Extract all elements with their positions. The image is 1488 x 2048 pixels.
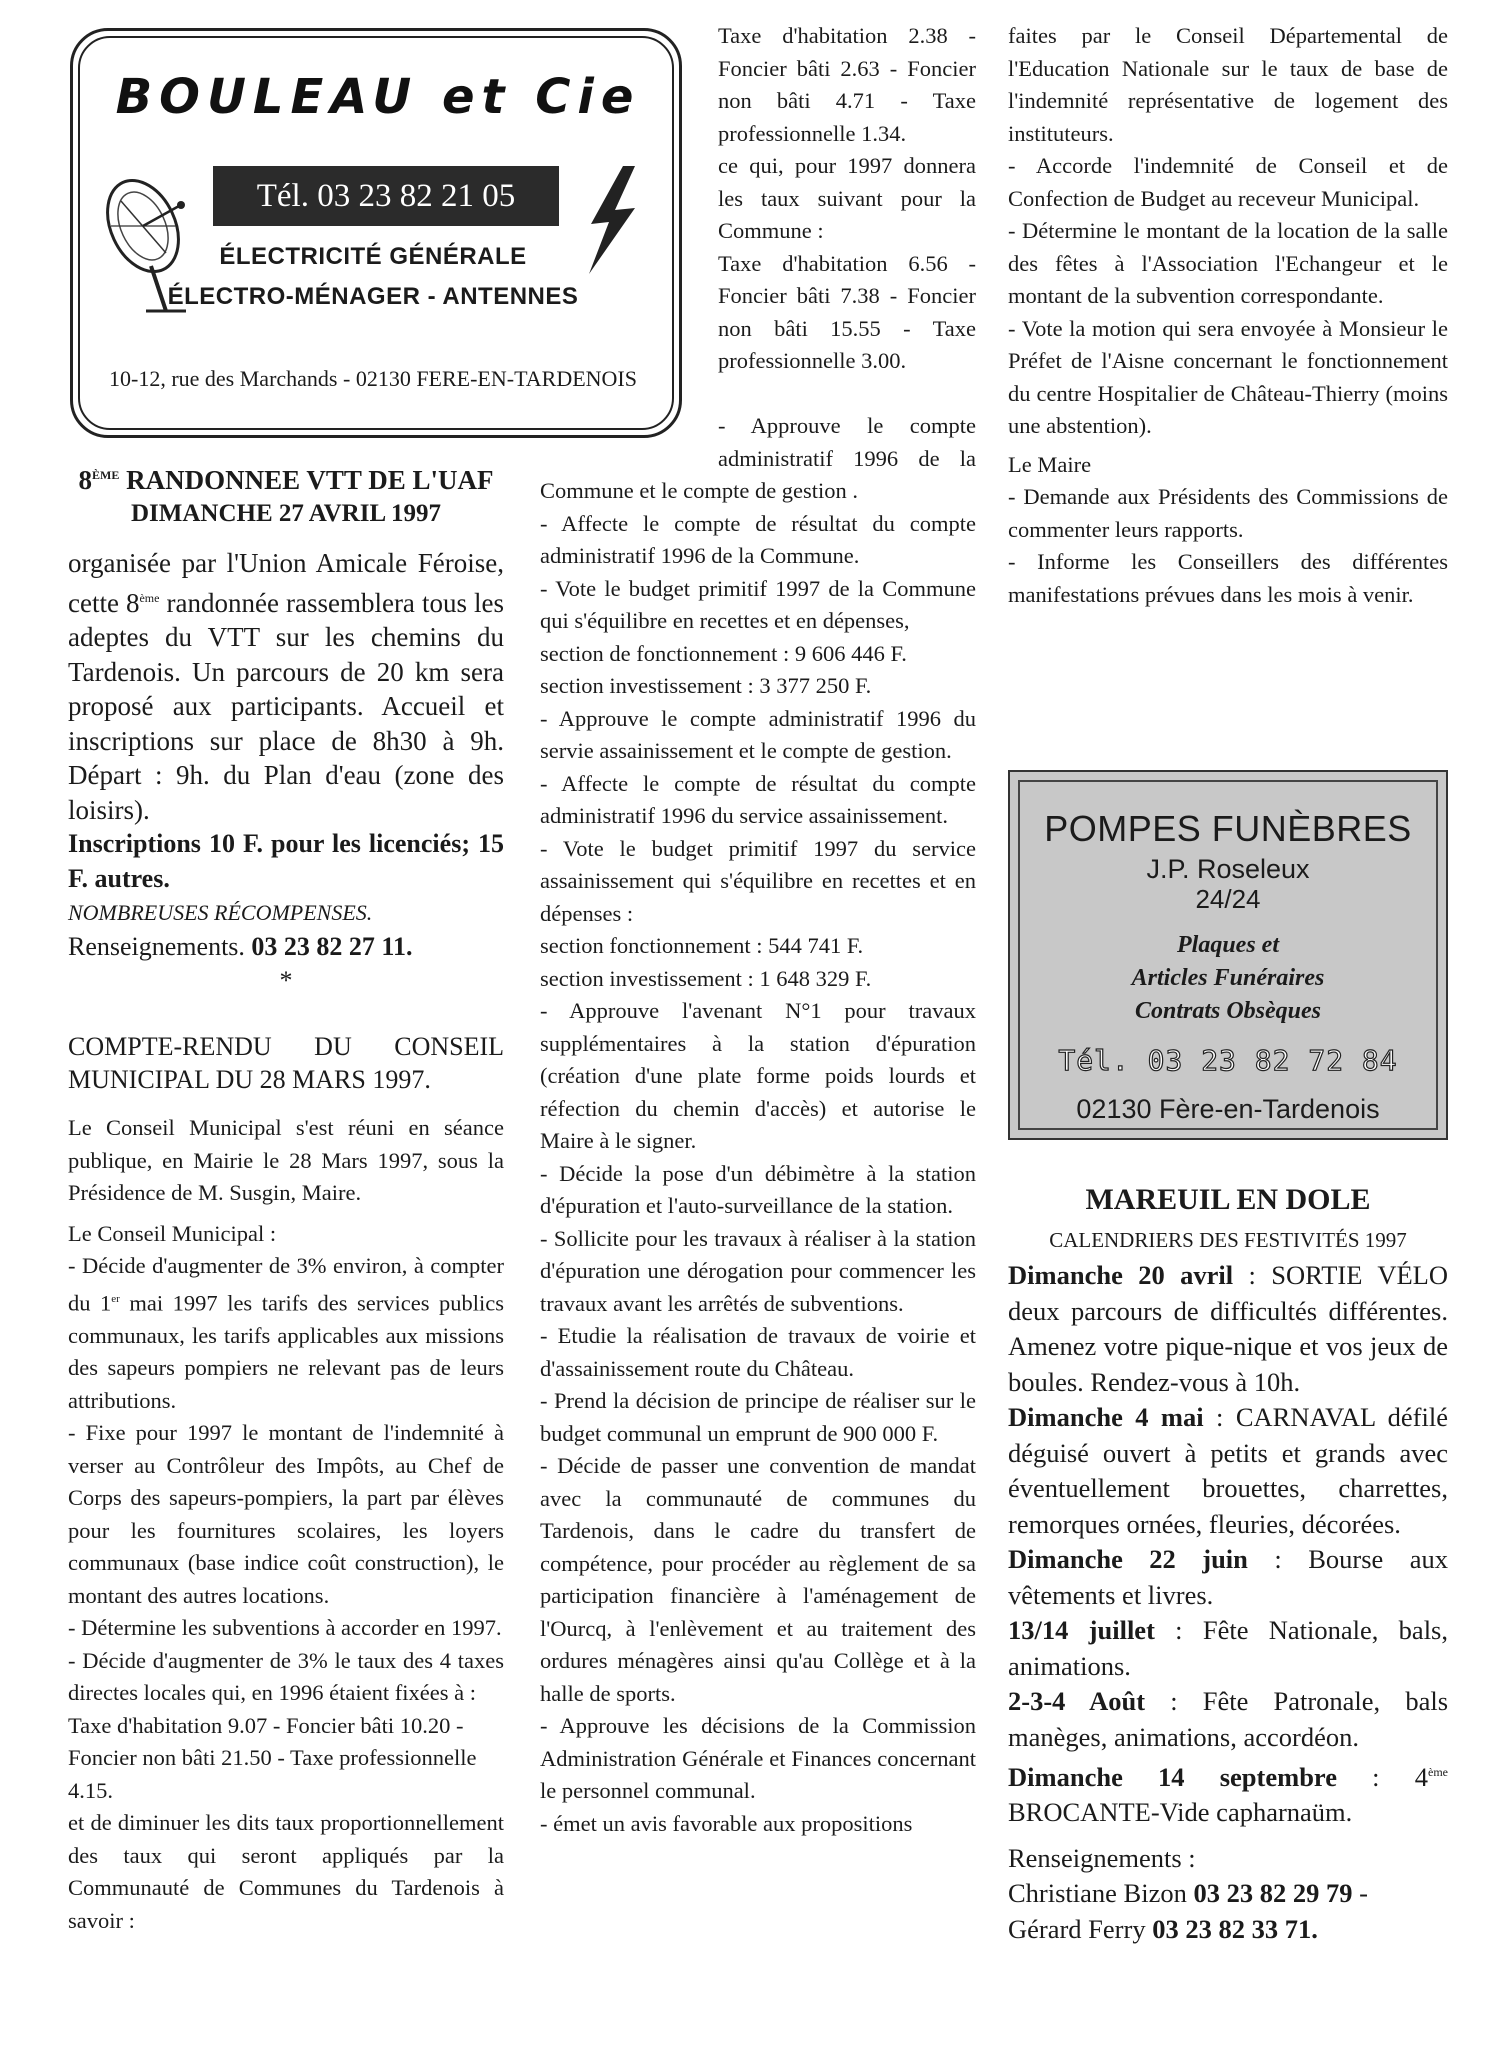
cr-item: - Approuve le compte administratif 1996 de la Commune et le compte de gestion . [540, 413, 976, 503]
rando-title: 8ÈME RANDONNEE VTT DE L'UAF DIMANCHE 27 AVRIL 1997 [68, 458, 504, 531]
mareuil-contact: Christiane Bizon 03 23 82 29 79 - [1008, 1878, 1368, 1909]
cr-signature: Le Maire [1008, 451, 1092, 477]
cr-item: section fonctionnement : 544 741 F. [540, 933, 864, 958]
cr-middle-column [540, 410, 976, 1840]
cr-item: - Etudie la réalisation de travaux de voirie et d'assainissement route du Château. [540, 1323, 976, 1381]
cr-item: - Accorde l'indemnité de Conseil et de Confection de Budget au receveur Municipal. [1008, 153, 1448, 211]
cr-item: - Approuve le compte administratif 1996 du servie assainissement et le compte de gestion. [540, 705, 976, 763]
cr-item: - Approuve l'avenant N°1 pour travaux supplémentaires à la station d'épuration (création d'une plate forme poids lourds et réfection du chemin d'accès) et autorise le Maire à le signer. [540, 998, 976, 1153]
event-item: Dimanche 22 juin : Bourse aux vêtements et livres. [1008, 1544, 1448, 1610]
separator: * [279, 966, 293, 995]
cr-item: section investissement : 1 648 329 F. [540, 965, 872, 991]
event-item: Dimanche 20 avril : SORTIE VÉLO deux parcours de difficultés différentes. Amenez votre pique-nique et vos jeux de boules. Rendez-vous à 10h. [1008, 1260, 1448, 1397]
cr-item: - Détermine les subventions à accorder en 1997. [68, 1615, 502, 1640]
cr-item: - Décide d'augmenter de 3% environ, à compter du 1er mai 1997 les tarifs des services publics communaux, les tarifs applicables aux missions des sapeurs pompiers ne relevant pas de leurs attributions. [68, 1253, 505, 1413]
cr-left-column [68, 1112, 504, 1937]
advert-line: Articles Funéraires [1131, 965, 1325, 991]
cr-item: et de diminuer les dits taux proportionnellement des taux qui seront appliqués par la Communauté de Communes du Tardenois à savoir : [68, 1810, 504, 1933]
advert-phone: Tél. 03 23 82 21 05 [213, 166, 559, 226]
cr-item: - Décide de passer une convention de mandat avec la communauté de communes du Tardenois, dans le cadre du transfert de compétence, pour procéder au règlement de sa participation financière à l'aménagement de l'Ourcq, à l'enlèvement et au traitement des ordures ménagères ainsi qu'au Collège et à la halle de sports. [540, 1453, 976, 1706]
cr-right-column [1008, 20, 1448, 611]
cr-item: - Détermine le montant de la location de la salle des fêtes à l'Association l'Echangeur et le montant de la subvention correspondante. [1008, 218, 1448, 308]
advert-name: J.P. Roseleux [1146, 854, 1310, 884]
cr-item: Taxe d'habitation 6.56 - Foncier bâti 7.38 - Foncier non bâti 15.55 - Taxe professionnelle 3.00. [718, 250, 976, 373]
mareuil-contact: Gérard Ferry 03 23 82 33 71. [1008, 1913, 1318, 1944]
cr-item: - Décide d'augmenter de 3% le taux des 4 taxes directes locales qui, en 1996 étaient fixées à : [68, 1647, 504, 1705]
cr-item: - Vote le budget primitif 1997 du service assainissement qui s'équilibre en recettes et en dépenses : [540, 835, 976, 926]
advert-phone: Tél. 03 23 82 72 84 [1058, 1044, 1398, 1077]
event-item: Dimanche 4 mai : CARNAVAL défilé déguisé ouvert à petits et grands avec éventuellement brouettes, charrettes, remorques ornées, fleuries, décorées. [1008, 1402, 1448, 1539]
advert-line-electromenager: ÉLECTRO-MÉNAGER - ANTENNES [167, 283, 579, 310]
advert-line: Contrats Obsèques [1134, 998, 1322, 1024]
cr-item: - Vote la motion qui sera envoyée à Monsieur le Préfet de l'Aisne concernant le fonctionnement du centre Hospitalier de Château-Thierry (moins une abstention). [1008, 315, 1448, 438]
rando-recompenses: NOMBREUSES RÉCOMPENSES. [68, 900, 373, 925]
cr-item: - Affecte le compte de résultat du compte administratif 1996 de la Commune. [540, 510, 976, 568]
advert-title: POMPES FUNÈBRES [1044, 808, 1412, 849]
rando-date: DIMANCHE 27 AVRIL 1997 [131, 500, 441, 527]
cr-item: section de fonctionnement : 9 606 446 F. [540, 640, 907, 666]
mareuil-title: MAREUIL EN DOLE [1085, 1183, 1371, 1216]
cr-middle-top [718, 20, 976, 378]
advert-line: Plaques et [1177, 932, 1279, 958]
cr-label: Le Conseil Municipal : [68, 1220, 277, 1246]
cr-item: faites par le Conseil Départemental de l'Education Nationale sur le taux de base de l'indemnité représentative de logement des instituteurs. [1008, 23, 1448, 146]
advert-brand: BOULEAU et Cie [115, 69, 641, 125]
cr-item: - Demande aux Présidents des Commissions de commenter leurs rapports. [1008, 484, 1448, 542]
cr-item: - Décide la pose d'un débimètre à la station d'épuration et l'auto-surveillance de la station. [540, 1160, 976, 1218]
cr-item: section investissement : 3 377 250 F. [540, 673, 872, 698]
cr-item: - Affecte le compte de résultat du compte administratif 1996 du service assainissement. [540, 770, 976, 828]
cr-item: - Approuve les décisions de la Commission Administration Générale et Finances concernant le personnel communal. [540, 1713, 976, 1803]
rando-info: Renseignements. 03 23 82 27 11. [68, 932, 413, 961]
cr-item: - Vote le budget primitif 1997 de la Commune qui s'équilibre en recettes et en dépenses, [540, 575, 976, 633]
cr-item: - Informe les Conseillers des différentes manifestations prévues dans les mois à venir. [1008, 549, 1448, 607]
mareuil-info-label: Renseignements : [1008, 1842, 1196, 1873]
cr-intro: Le Conseil Municipal s'est réuni en séance publique, en Mairie le 28 Mars 1997, sous la Présidence de M. Susgin, Maire. [68, 1115, 504, 1205]
cr-item: Taxe d'habitation 9.07 - Foncier bâti 10.20 - Foncier non bâti 21.50 - Taxe professionnelle 4.15. [68, 1712, 477, 1803]
advert-address: 10-12, rue des Marchands - 02130 FERE-EN-TARDENOIS [109, 366, 637, 391]
event-item: Dimanche 14 septembre : 4ème BROCANTE-Vide capharnaüm. [1008, 1761, 1448, 1828]
cr-item: - Prend la décision de principe de réaliser sur le budget communal un emprunt de 900 000 F. [540, 1388, 976, 1446]
event-item: 13/14 juillet : Fête Nationale, bals, animations. [1008, 1615, 1448, 1681]
cr-item: - Sollicite pour les travaux à réaliser à la station d'épuration une dérogation pour commencer les travaux avant les arrêtés de subventions. [540, 1225, 976, 1316]
rando-article [68, 546, 504, 998]
advert-city: 02130 Fère-en-Tardenois [1076, 1094, 1380, 1124]
advert-line-electricite: ÉLECTRICITÉ GÉNÉRALE [219, 243, 527, 270]
rando-body: organisée par l'Union Amicale Féroise, cette 8ème randonnée rassemblera tous les adeptes du VTT sur les chemins du Tardenois. Un parcours de 20 km sera proposé aux participants. Accueil et inscriptions sur place de 8h30 à 9h. Départ : 9h. du Plan d'eau (zone des loisirs). [68, 548, 504, 825]
event-item: 2-3-4 Août : Fête Patronale, bals manèges, animations, accordéon. [1008, 1686, 1449, 1752]
pompes-funebres-advert [1008, 770, 1448, 1140]
cr-title: COMPTE-RENDU DU CONSEIL MUNICIPAL DU 28 MARS 1997. [68, 1032, 504, 1094]
mareuil-section [1008, 1180, 1448, 1947]
cr-item: Taxe d'habitation 2.38 - Foncier bâti 2.63 - Foncier non bâti 4.71 - Taxe professionnelle 1.34. [718, 23, 976, 146]
mareuil-subtitle: CALENDRIERS DES FESTIVITÉS 1997 [1049, 1228, 1407, 1252]
bouleau-advert [70, 28, 682, 438]
cr-item: - Fixe pour 1997 le montant de l'indemnité à verser au Contrôleur des Impôts, au Chef de Corps des sapeurs-pompiers, la part par élèves pour les fournitures scolaires, les loyers communaux (base indice coût construction), le montant des autres locations. [68, 1420, 504, 1608]
cr-item: - émet un avis favorable aux propositions [540, 1810, 913, 1836]
cr-item: ce qui, pour 1997 donnera les taux suivant pour la Commune : [718, 153, 976, 243]
advert-hours: 24/24 [1195, 884, 1261, 914]
rando-inscriptions: Inscriptions 10 F. pour les licenciés; 15 F. autres. [68, 829, 504, 893]
